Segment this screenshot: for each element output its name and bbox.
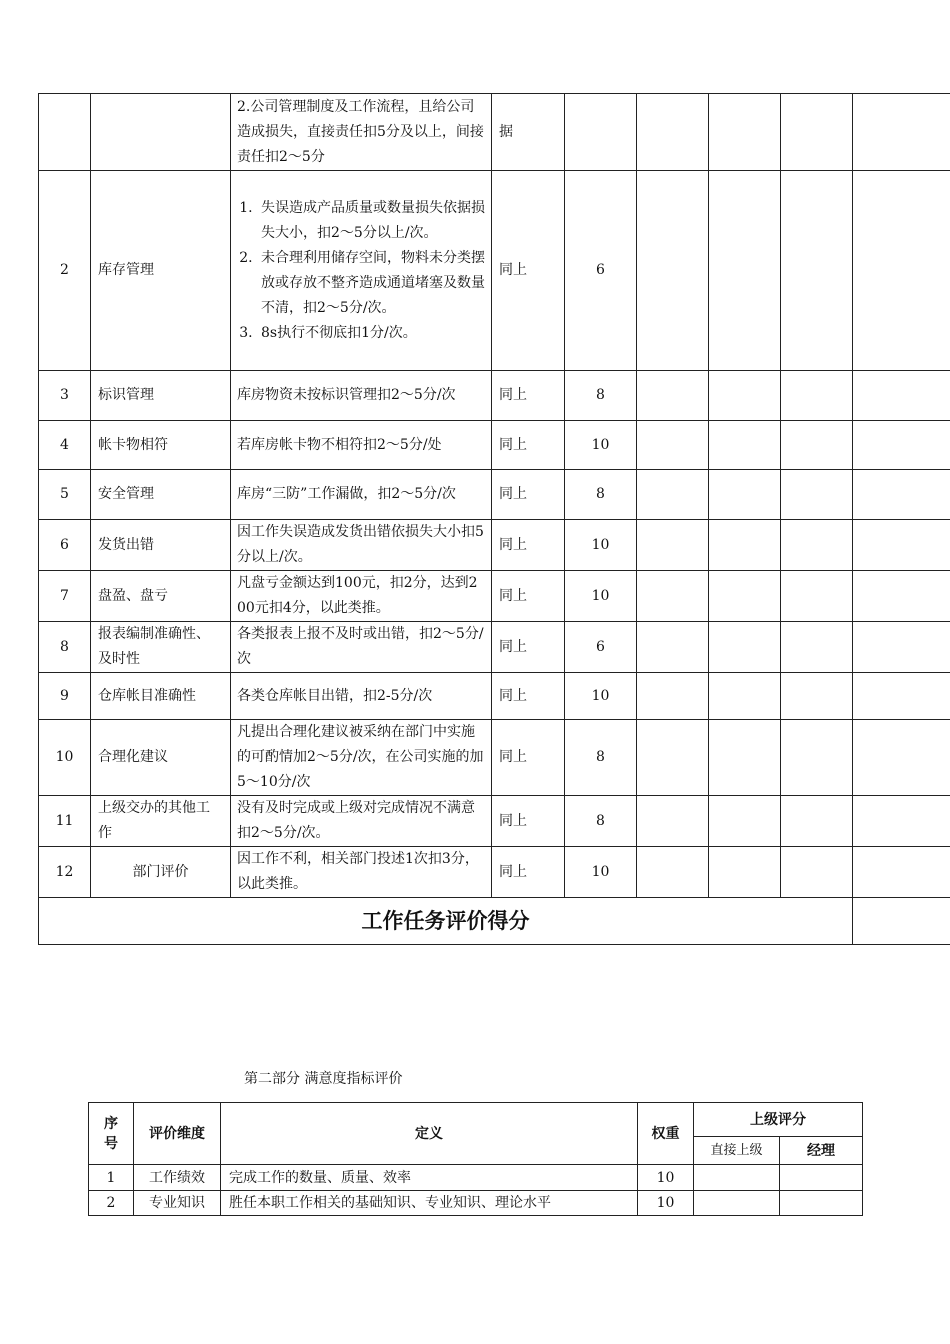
table-row	[39, 520, 950, 571]
description-list-item: 2. 未合理利用储存空间，物料未分类摆放或存放不整齐造成通道堵塞及数量不清，扣2～5分/次。	[257, 246, 485, 321]
table-row	[39, 673, 950, 720]
score-cell	[694, 1165, 780, 1191]
table-row	[39, 720, 950, 796]
table-row	[39, 796, 950, 847]
score-cell	[853, 673, 950, 720]
row-weight: 8	[565, 720, 637, 796]
score-cell	[780, 1165, 863, 1191]
row-weight: 10	[565, 520, 637, 571]
row-number: 8	[39, 622, 91, 673]
score-cell	[637, 796, 709, 847]
row-description: 因工作不利，相关部门投述1次扣3分，以此类推。	[231, 847, 492, 898]
score-cell	[853, 371, 950, 421]
row-source: 同上	[492, 673, 565, 720]
score-cell	[781, 571, 853, 622]
header-superior-score: 上级评分	[694, 1103, 863, 1137]
total-row	[39, 898, 950, 945]
table-row	[39, 470, 950, 520]
score-cell	[781, 94, 853, 171]
header-manager: 经理	[780, 1137, 863, 1165]
score-cell	[853, 720, 950, 796]
row-definition: 完成工作的数量、质量、效率	[221, 1165, 638, 1191]
score-cell	[853, 94, 950, 171]
row-source: 同上	[492, 796, 565, 847]
table-row	[89, 1165, 863, 1191]
score-cell	[709, 571, 781, 622]
row-dimension: 专业知识	[134, 1191, 221, 1216]
score-cell	[709, 94, 781, 171]
row-weight: 10	[638, 1191, 694, 1216]
row-description	[231, 171, 492, 371]
row-item: 上级交办的其他工作	[91, 796, 231, 847]
header-definition: 定义	[221, 1103, 638, 1165]
score-cell	[781, 470, 853, 520]
score-cell	[781, 796, 853, 847]
row-item: 合理化建议	[91, 720, 231, 796]
score-cell	[853, 470, 950, 520]
row-item: 报表编制准确性、及时性	[91, 622, 231, 673]
row-weight: 10	[565, 421, 637, 470]
row-definition: 胜任本职工作相关的基础知识、专业知识、理论水平	[221, 1191, 638, 1216]
score-cell	[853, 421, 950, 470]
score-cell	[709, 673, 781, 720]
row-number: 9	[39, 673, 91, 720]
row-item	[91, 94, 231, 171]
score-cell	[781, 847, 853, 898]
row-description: 各类仓库帐目出错，扣2-5分/次	[231, 673, 492, 720]
score-cell	[637, 94, 709, 171]
score-cell	[637, 720, 709, 796]
row-number: 7	[39, 571, 91, 622]
row-item: 安全管理	[91, 470, 231, 520]
score-cell	[637, 371, 709, 421]
score-cell	[637, 673, 709, 720]
row-weight: 10	[565, 673, 637, 720]
table-row	[39, 571, 950, 622]
row-weight: 10	[565, 571, 637, 622]
row-number: 5	[39, 470, 91, 520]
table-row	[39, 622, 950, 673]
score-cell	[694, 1191, 780, 1216]
table-row	[39, 371, 950, 421]
score-cell	[853, 171, 950, 371]
row-source: 同上	[492, 847, 565, 898]
header-weight: 权重	[638, 1103, 694, 1165]
row-description: 各类报表上报不及时或出错，扣2～5分/次	[231, 622, 492, 673]
row-number: 2	[39, 171, 91, 371]
row-number: 6	[39, 520, 91, 571]
score-cell	[780, 1191, 863, 1216]
row-weight: 6	[565, 171, 637, 371]
score-cell	[709, 171, 781, 371]
row-source: 同上	[492, 171, 565, 371]
row-description: 凡盘亏金额达到100元，扣2分，达到200元扣4分，以此类推。	[231, 571, 492, 622]
row-item: 发货出错	[91, 520, 231, 571]
score-cell	[781, 673, 853, 720]
table-row	[39, 94, 950, 171]
score-cell	[637, 520, 709, 571]
row-description: 凡提出合理化建议被采纳在部门中实施的可酌情加2～5分/次，在公司实施的加5～10分/次	[231, 720, 492, 796]
row-weight: 10	[638, 1165, 694, 1191]
score-cell	[853, 796, 950, 847]
row-source: 同上	[492, 520, 565, 571]
score-cell	[781, 421, 853, 470]
score-cell	[709, 371, 781, 421]
row-number: 1	[89, 1165, 134, 1191]
row-source: 同上	[492, 421, 565, 470]
row-number: 2	[89, 1191, 134, 1216]
header-dimension: 评价维度	[134, 1103, 221, 1165]
row-number: 3	[39, 371, 91, 421]
score-cell	[637, 171, 709, 371]
row-item: 标识管理	[91, 371, 231, 421]
row-weight: 8	[565, 371, 637, 421]
score-cell	[853, 520, 950, 571]
score-cell	[709, 720, 781, 796]
description-list-item: 1. 失误造成产品质量或数量损失依据损失大小，扣2～5分以上/次。	[257, 196, 485, 246]
header-direct-superior: 直接上级	[694, 1137, 780, 1165]
score-cell	[709, 847, 781, 898]
description-list-item: 3. 8s执行不彻底扣1分/次。	[257, 321, 485, 346]
score-cell	[637, 622, 709, 673]
row-description: 库房“三防”工作漏做，扣2～5分/次	[231, 470, 492, 520]
row-description: 没有及时完成或上级对完成情况不满意扣2～5分/次。	[231, 796, 492, 847]
row-description: 2.公司管理制度及工作流程，且给公司造成损失，直接责任扣5分及以上，间接责任扣2～5分	[231, 94, 492, 171]
total-score-label: 工作任务评价得分	[39, 898, 853, 945]
table-row	[39, 421, 950, 470]
satisfaction-evaluation-table	[88, 1102, 863, 1216]
score-cell	[709, 470, 781, 520]
row-item: 库存管理	[91, 171, 231, 371]
score-cell	[709, 421, 781, 470]
score-cell	[637, 847, 709, 898]
row-weight: 8	[565, 796, 637, 847]
row-item: 帐卡物相符	[91, 421, 231, 470]
total-score-cell	[853, 898, 950, 945]
score-cell	[709, 796, 781, 847]
row-number: 10	[39, 720, 91, 796]
row-source: 同上	[492, 720, 565, 796]
score-cell	[637, 571, 709, 622]
score-cell	[637, 421, 709, 470]
row-item: 部门评价	[91, 847, 231, 898]
section-title: 第二部分 满意度指标评价	[244, 1071, 403, 1087]
row-source: 同上	[492, 571, 565, 622]
row-item: 盘盈、盘亏	[91, 571, 231, 622]
score-cell	[709, 520, 781, 571]
row-weight	[565, 94, 637, 171]
description-list	[237, 196, 485, 346]
row-number: 4	[39, 421, 91, 470]
row-source: 同上	[492, 622, 565, 673]
row-number: 11	[39, 796, 91, 847]
row-weight: 8	[565, 470, 637, 520]
score-cell	[853, 571, 950, 622]
table-row	[39, 847, 950, 898]
score-cell	[781, 171, 853, 371]
score-cell	[853, 847, 950, 898]
score-cell	[853, 622, 950, 673]
row-description: 若库房帐卡物不相符扣2～5分/处	[231, 421, 492, 470]
row-number	[39, 94, 91, 171]
row-description: 因工作失误造成发货出错依损失大小扣5分以上/次。	[231, 520, 492, 571]
score-cell	[781, 720, 853, 796]
row-source: 同上	[492, 371, 565, 421]
row-number: 12	[39, 847, 91, 898]
score-cell	[781, 622, 853, 673]
header-number: 序号	[89, 1103, 134, 1165]
header-row	[89, 1103, 863, 1137]
table-row	[39, 171, 950, 371]
score-cell	[781, 371, 853, 421]
row-weight: 6	[565, 622, 637, 673]
row-source: 据	[492, 94, 565, 171]
row-weight: 10	[565, 847, 637, 898]
row-source: 同上	[492, 470, 565, 520]
row-dimension: 工作绩效	[134, 1165, 221, 1191]
task-evaluation-table	[38, 93, 950, 945]
row-description: 库房物资未按标识管理扣2～5分/次	[231, 371, 492, 421]
score-cell	[781, 520, 853, 571]
score-cell	[709, 622, 781, 673]
row-item: 仓库帐目准确性	[91, 673, 231, 720]
score-cell	[637, 470, 709, 520]
table-row	[89, 1191, 863, 1216]
